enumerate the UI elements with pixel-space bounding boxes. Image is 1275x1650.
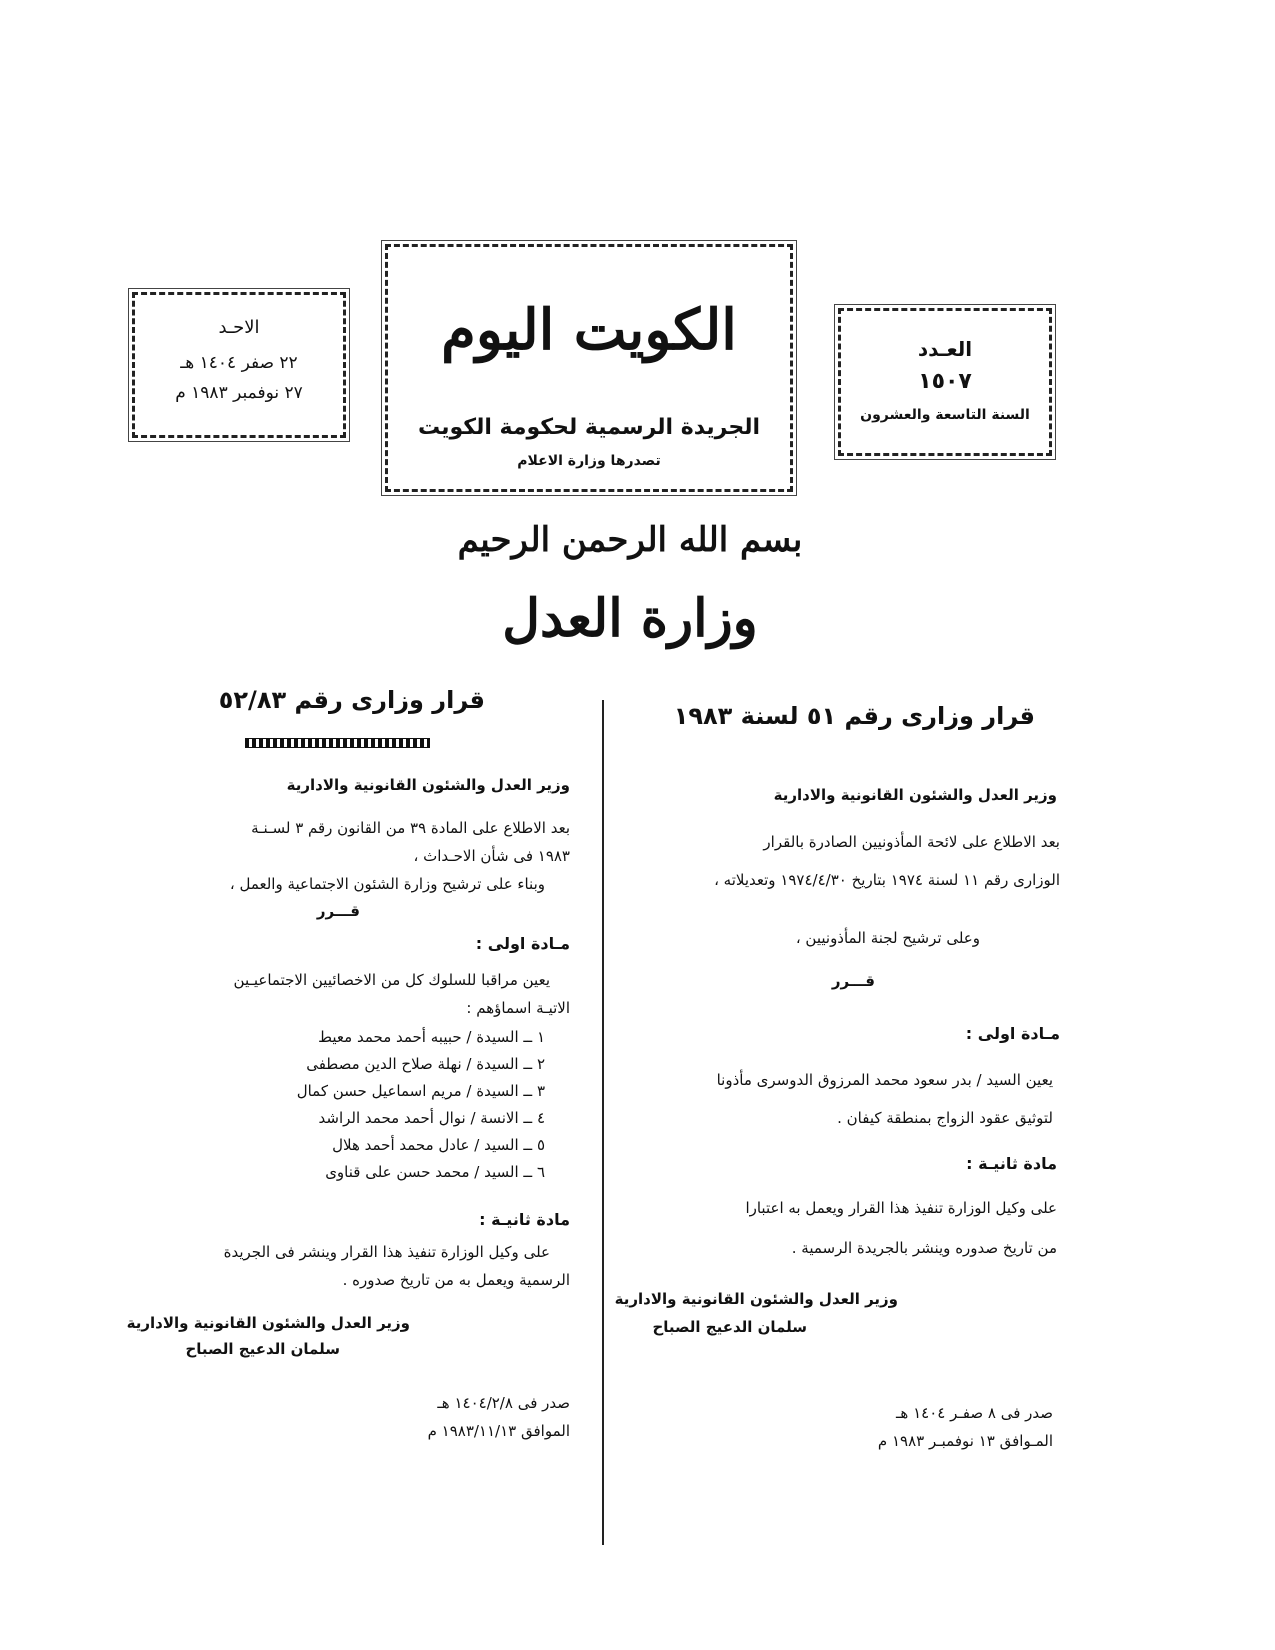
masthead-subtitle: الجريدة الرسمية لحكومة الكويت <box>417 415 761 440</box>
decision-51-article-2-line-1: على وكيل الوزارة تنفيذ هذا القرار ويعمل به اعتبارا <box>745 1199 1057 1217</box>
issue-label: العـدد <box>917 337 973 361</box>
list-item: ٢ ــ السيدة / نهلة صلاح الدين مصطفى <box>306 1055 545 1073</box>
decision-51-title: قرار وزارى رقم ٥١ لسنة ١٩٨٣ <box>673 702 1035 730</box>
decision-51-article-1-line-1: يعين السيد / بدر سعود محمد المرزوق الدوسرى مأذونا <box>716 1071 1053 1089</box>
decision-52-issued-hijri: صدر فى ١٤٠٤/٢/٨ هـ <box>437 1394 570 1412</box>
decision-51-decides: قـــرر <box>831 972 875 990</box>
decision-51-issuer: وزير العدل والشئون القانونية والادارية <box>773 786 1057 804</box>
decision-52-signature-title: وزير العدل والشئون القانونية والادارية <box>126 1314 410 1332</box>
decision-52-preamble-3: وبناء على ترشيح وزارة الشئون الاجتماعية والعمل ، <box>229 875 545 893</box>
decision-51-article-1-heading: مـادة اولى : <box>965 1024 1060 1043</box>
decision-52-issuer: وزير العدل والشئون القانونية والادارية <box>286 776 570 794</box>
day-label: الاحـد <box>218 317 260 338</box>
decision-52-preamble-1: بعد الاطلاع على المادة ٣٩ من القانون رقم ٣ لسـنـة <box>251 819 570 837</box>
issue-year: السنة التاسعة والعشرون <box>860 407 1030 423</box>
decision-51-issued-hijri: صدر فى ٨ صفـر ١٤٠٤ هـ <box>896 1404 1053 1422</box>
decision-51-article-2-line-2: من تاريخ صدوره وينشر بالجريدة الرسمية . <box>791 1239 1057 1257</box>
decision-52-article-2-heading: مادة ثانيـة : <box>479 1210 570 1229</box>
ministry-title: وزارة العدل <box>502 588 758 649</box>
decision-52-article-2-line-1: على وكيل الوزارة تنفيذ هذا القرار وينشر فى الجريدة <box>223 1243 550 1261</box>
decision-52-article-1-heading: مـادة اولى : <box>475 934 570 953</box>
masthead-publisher: تصدرها وزارة الاعلام <box>517 453 661 469</box>
date-box <box>132 292 346 438</box>
decision-52-article-2-line-2: الرسمية ويعمل به من تاريخ صدوره . <box>342 1271 570 1289</box>
decision-51-article-2-heading: مادة ثانيـة : <box>966 1154 1057 1173</box>
decision-52-preamble-2: ١٩٨٣ فى شأن الاحـداث ، <box>413 847 570 865</box>
decision-51-preamble-1: بعد الاطلاع على لائحة المأذونيين الصادرة بالقرار <box>763 833 1060 851</box>
decision-51-issued-gregorian: المـوافق ١٣ نوفمبـر ١٩٨٣ م <box>877 1432 1053 1450</box>
title-ornament <box>245 738 430 748</box>
decision-51-preamble-3: وعلى ترشيح لجنة المأذونيين ، <box>795 929 980 947</box>
decision-51-signature-title: وزير العدل والشئون القانونية والادارية <box>614 1290 898 1308</box>
decision-51-preamble-2: الوزارى رقم ١١ لسنة ١٩٧٤ بتاريخ ١٩٧٤/٤/٣٠ وتعديلاته ، <box>714 871 1060 889</box>
column-divider <box>602 700 604 1545</box>
decision-51-article-1-line-2: لتوثيق عقود الزواج بمنطقة كيفان . <box>837 1109 1053 1127</box>
decision-52-decides: قـــرر <box>316 902 360 920</box>
decision-52-issued-gregorian: الموافق ١٩٨٣/١١/١٣ م <box>427 1422 570 1440</box>
list-item: ٥ ــ السيد / عادل محمد أحمد هلال <box>332 1136 545 1154</box>
list-item: ٦ ــ السيد / محمد حسن على قناوى <box>325 1163 545 1181</box>
gregorian-date: ٢٧ نوفمبر ١٩٨٣ م <box>175 383 303 403</box>
list-item: ٣ ــ السيدة / مريم اسماعيل حسن كمال <box>296 1082 545 1100</box>
newspaper-logo: الكويت اليوم <box>441 297 737 363</box>
decision-51-signature-name: سلمان الدعيج الصباح <box>652 1318 807 1336</box>
issue-box <box>838 308 1052 456</box>
decision-52-signature-name: سلمان الدعيج الصباح <box>185 1340 340 1358</box>
basmala: بسم الله الرحمن الرحيم <box>457 520 803 560</box>
decision-52-article-1-line-1: يعين مراقبا للسلوك كل من الاخصائيين الاجتماعيـين <box>233 971 550 989</box>
masthead <box>385 244 793 492</box>
decision-52-title: قرار وزارى رقم ٥٢/٨٣ <box>218 686 485 714</box>
issue-number: ١٥٠٧ <box>918 369 972 394</box>
list-item: ٤ ــ الانسة / نوال أحمد محمد الراشد <box>318 1109 545 1127</box>
hijri-date: ٢٢ صفر ١٤٠٤ هـ <box>180 353 298 373</box>
appointee-list <box>297 1024 545 1186</box>
decision-52-article-1-line-2: الاتيـة اسماؤهم : <box>466 999 570 1017</box>
list-item: ١ ــ السيدة / حبيبه أحمد محمد معيط <box>318 1028 545 1046</box>
